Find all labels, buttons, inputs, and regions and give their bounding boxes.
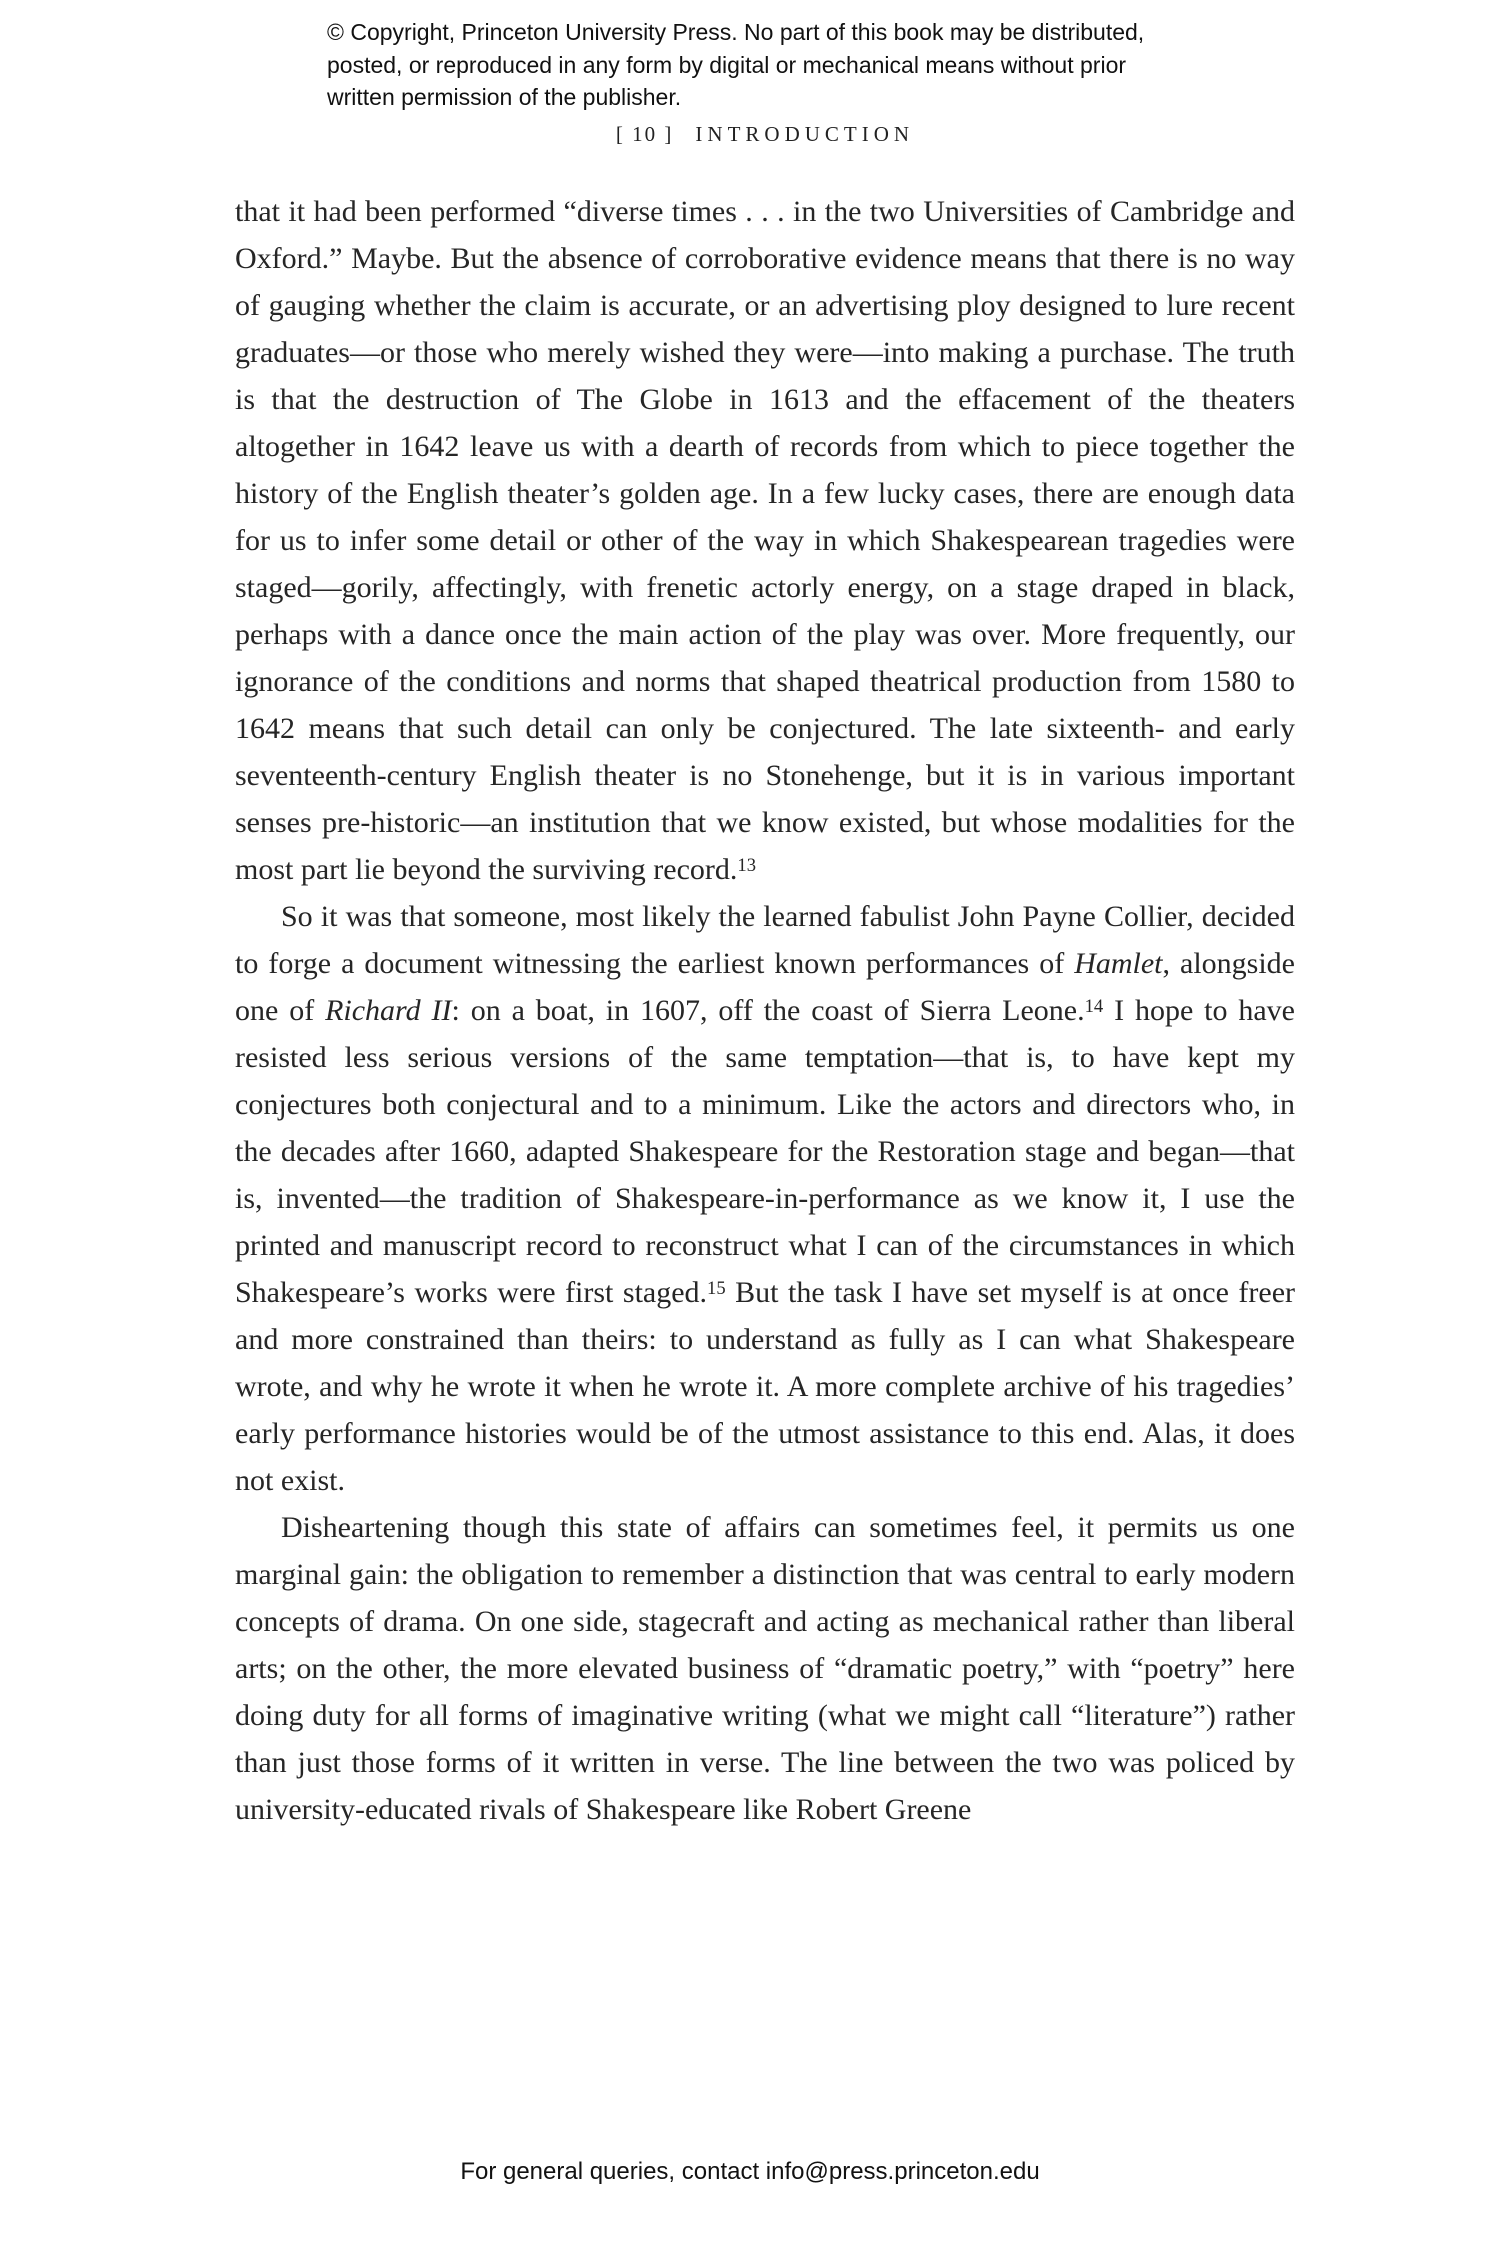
footnote-reference: 15 <box>707 1277 726 1299</box>
footnote-reference: 13 <box>737 854 756 876</box>
paragraph <box>235 188 1295 893</box>
italic-title: Richard II <box>325 994 452 1027</box>
text-segment: I hope to have resisted less serious versions of the same temptation—that is, to have kept my conjectures both conjectural and to a minimum. Like the actors and directors who, in the decades after 1660, adapted Shakespeare for the Restoration stage and began—that is, invented—the tradition of Shakespeare-in-performance as we know it, I use the printed and manuscript record to reconstruct what I can of the circumstances in which Shakespeare’s works were first staged. <box>235 994 1295 1309</box>
page-number: [ 10 ] <box>615 122 674 146</box>
text-segment: that it had been performed “diverse times . . . in the two Universities of Cambridge and Oxford.” Maybe. But the absence of corroborative evidence means that there is no way of gauging whether the claim is accurate, or an advertising ploy designed to lure recent graduates—or those who merely wished they were—into making a purchase. The truth is that the destruction of The Globe in 1613 and the effacement of the theaters altogether in 1642 leave us with a dearth of records from which to piece together the history of the English theater’s golden age. In a few lucky cases, there are enough data for us to infer some detail or other of the way in which Shakespearean tragedies were staged—gorily, affectingly, with frenetic actorly energy, on a stage draped in black, perhaps with a dance once the main action of the play was over. More frequently, our ignorance of the conditions and norms that shaped theatrical production from 1580 to 1642 means that such detail can only be conjectured. The late sixteenth- and early seventeenth-century English theater is no Stonehenge, but it is in various important senses pre-historic—an institution that we know existed, but whose modalities for the most part lie beyond the surviving record. <box>235 195 1295 886</box>
text-segment: So it was that someone, most likely the learned fabulist John Payne Collier, decided to forge a document witnessing the earliest known performances of <box>235 900 1295 980</box>
paragraph <box>235 1504 1295 1833</box>
italic-title: Hamlet <box>1074 947 1163 980</box>
body-text <box>235 188 1295 1833</box>
text-segment: , alongside one of <box>235 947 1295 1027</box>
footnote-reference: 14 <box>1084 995 1104 1017</box>
text-segment: Disheartening though this state of affairs can sometimes feel, it permits us one marginal gain: the obligation to remember a distinction that was central to early modern concepts of drama. On one side, stagecraft and acting as mechanical rather than liberal arts; on the other, the more elevated business of “dramatic poetry,” with “poetry” here doing duty for all forms of imaginative writing (what we might call “literature”) rather than just those forms of it written in verse. The line between the two was policed by university-educated rivals of Shakespeare like Robert Greene <box>235 1511 1295 1826</box>
text-segment: : on a boat, in 1607, off the coast of Sierra Leone. <box>451 994 1085 1027</box>
paragraph <box>235 893 1295 1504</box>
section-title: INTRODUCTION <box>695 122 915 146</box>
running-head <box>235 122 1295 147</box>
footer-contact: For general queries, contact info@press.princeton.edu <box>460 2158 1040 2185</box>
copyright-notice: © Copyright, Princeton University Press. No part of this book may be distributed, posted, or reproduced in any form by digital or mechanical means without prior written permission of the publisher. <box>327 19 1145 111</box>
text-segment: But the task I have set myself is at once freer and more constrained than theirs: to understand as fully as I can what Shakespeare wrote, and why he wrote it when he wrote it. A more complete archive of his tragedies’ early performance histories would be of the utmost assistance to this end. Alas, it does not exist. <box>235 1276 1295 1497</box>
